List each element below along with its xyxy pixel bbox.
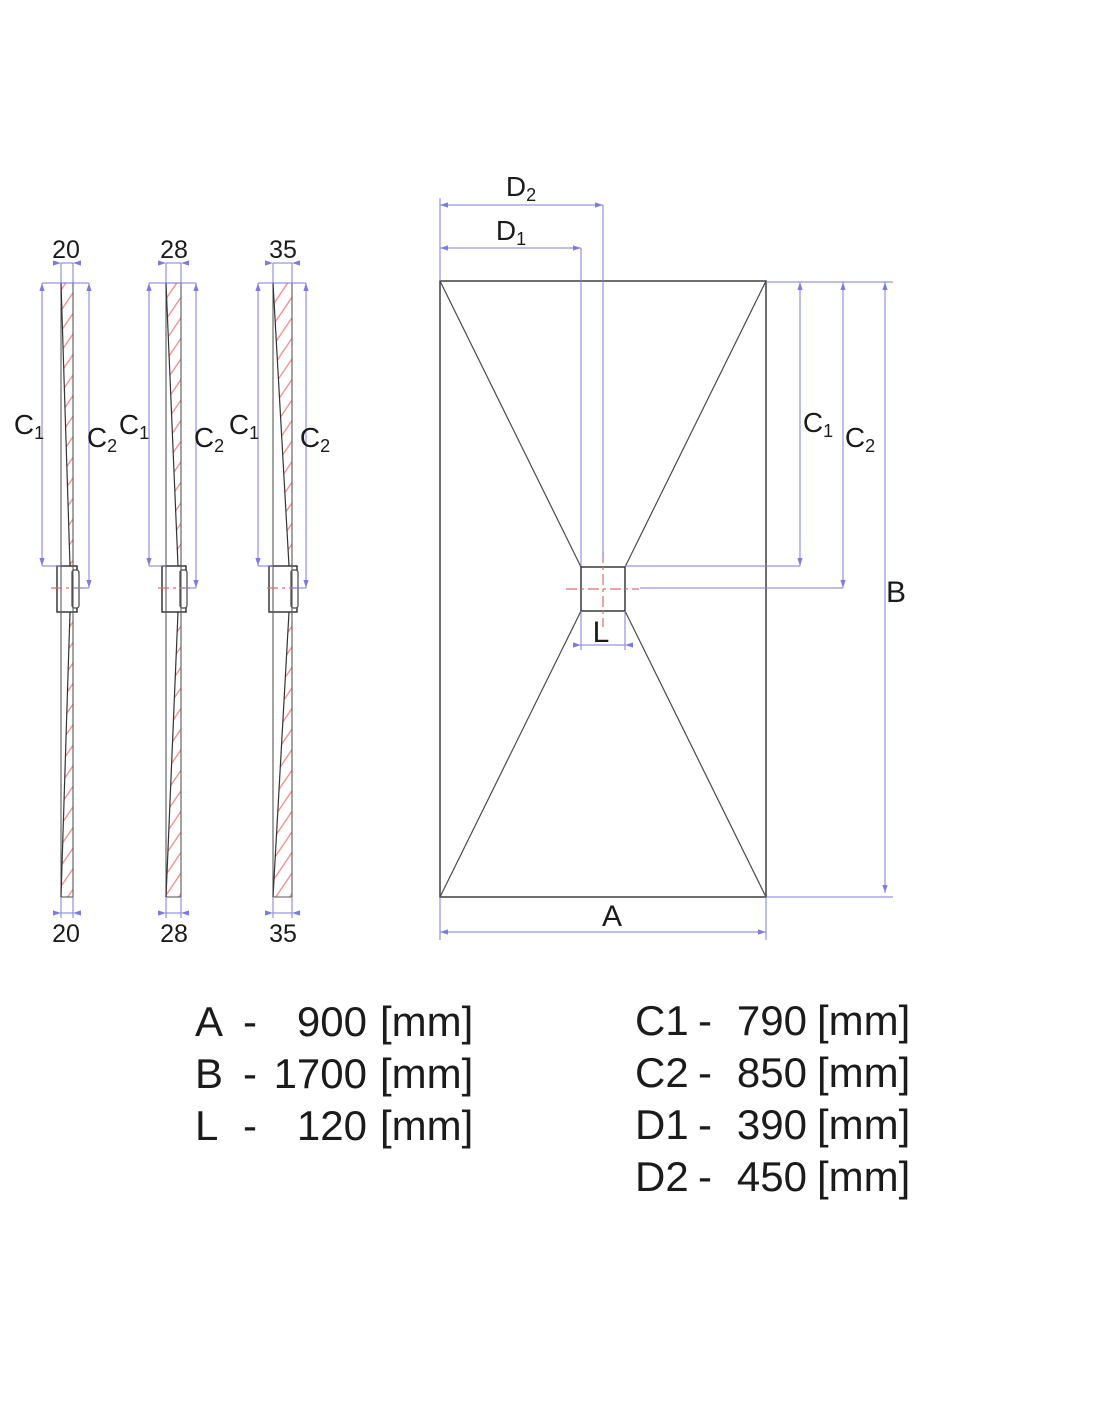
legend-dash: - xyxy=(698,1101,712,1148)
legend-row-d1 xyxy=(635,1099,911,1151)
legend-dash: - xyxy=(698,1153,712,1200)
legend-unit: [mm] xyxy=(817,1049,911,1096)
d2-dim-label: D2 xyxy=(505,171,537,205)
c2-label: C2 xyxy=(299,422,331,456)
legend-value: 120 xyxy=(296,1102,367,1149)
legend-unit: [mm] xyxy=(817,1153,911,1200)
legend-left xyxy=(195,996,474,1152)
thickness-bottom-label: 35 xyxy=(269,920,297,948)
c2-label: C2 xyxy=(193,422,225,456)
legend-label: C2 xyxy=(635,1049,689,1096)
side-section-35 xyxy=(229,236,330,948)
legend-value: 450 xyxy=(736,1153,807,1200)
legend-label: L xyxy=(195,1102,219,1149)
c1-label: C1 xyxy=(13,409,45,443)
l-dim-label: L xyxy=(592,616,610,649)
legend-dash: - xyxy=(243,998,257,1045)
legend-row-l xyxy=(195,1100,474,1152)
legend-dash: - xyxy=(243,1102,257,1149)
a-dim-label: A xyxy=(601,900,623,933)
legend-unit: [mm] xyxy=(380,1050,474,1097)
thickness-top-label: 20 xyxy=(52,236,80,264)
legend-value: 390 xyxy=(736,1101,807,1148)
c2-dim-label: C2 xyxy=(844,422,876,456)
legend-label: A xyxy=(195,998,224,1045)
legend-unit: [mm] xyxy=(817,1101,911,1148)
c1-label: C1 xyxy=(228,409,260,443)
thickness-bottom-label: 28 xyxy=(160,920,188,948)
legend-dash: - xyxy=(243,1050,257,1097)
legend-value: 1700 xyxy=(273,1050,367,1097)
legend-dash: - xyxy=(698,1049,712,1096)
legend-row-b xyxy=(195,1048,474,1100)
legend-row-a xyxy=(195,996,474,1048)
thickness-top-label: 28 xyxy=(160,236,188,264)
legend-label: C1 xyxy=(635,997,689,1044)
legend-label: D1 xyxy=(635,1101,689,1148)
side-section-28 xyxy=(119,236,224,948)
legend-right xyxy=(635,995,911,1203)
thickness-bottom-label: 20 xyxy=(52,920,80,948)
legend-row-c2 xyxy=(635,1047,911,1099)
legend-unit: [mm] xyxy=(380,998,474,1045)
c1-label: C1 xyxy=(118,409,150,443)
legend-value: 900 xyxy=(296,998,367,1045)
c2-label: C2 xyxy=(86,422,118,456)
c1-dim-label: C1 xyxy=(802,407,834,441)
thickness-top-label: 35 xyxy=(269,236,297,264)
legend-row-c1 xyxy=(635,995,911,1047)
plan-view xyxy=(440,171,906,940)
legend-unit: [mm] xyxy=(380,1102,474,1149)
legend-label: D2 xyxy=(635,1153,689,1200)
d1-dim-label: D1 xyxy=(495,215,527,249)
legend-value: 790 xyxy=(736,997,807,1044)
legend-dash: - xyxy=(698,997,712,1044)
legend-label: B xyxy=(195,1050,224,1097)
legend-row-d2 xyxy=(635,1151,911,1203)
side-section-20 xyxy=(14,236,117,948)
legend-unit: [mm] xyxy=(817,997,911,1044)
b-dim-label: B xyxy=(885,576,907,609)
legend-value: 850 xyxy=(736,1049,807,1096)
